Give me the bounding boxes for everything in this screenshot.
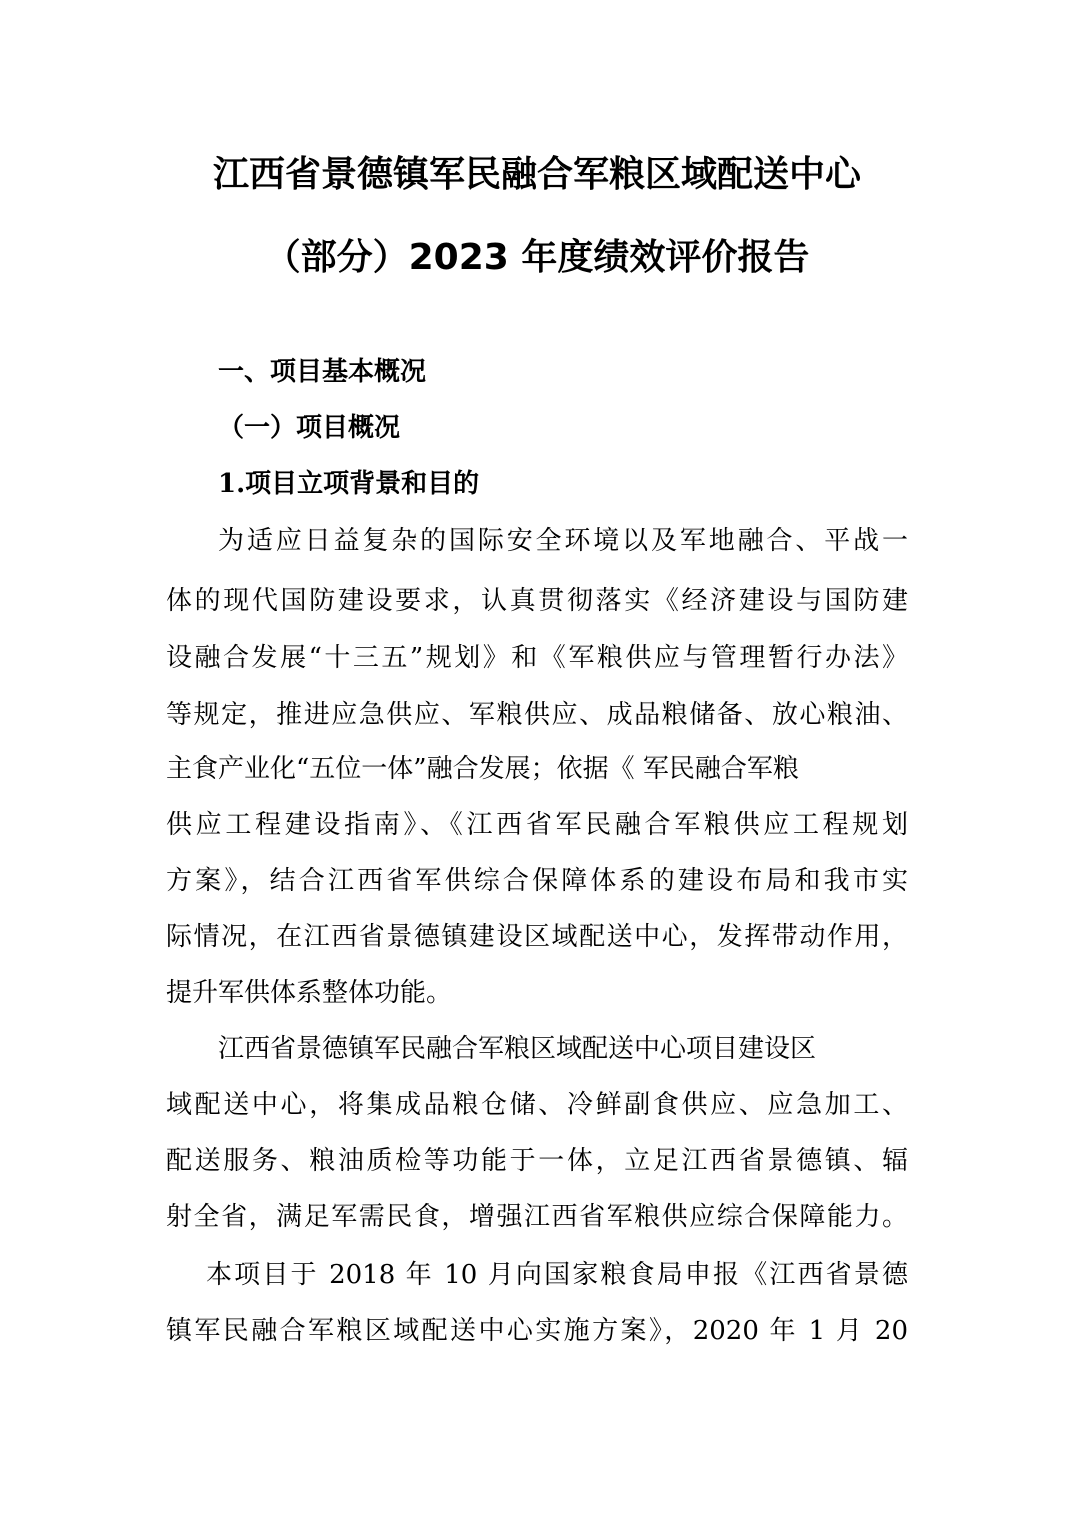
paragraph-1-line: 供应工程建设指南》、《江西省军民融合军粮供应工程规划 <box>166 810 908 840</box>
paragraph-1-line: 方案》，结合江西省军供综合保障体系的建设布局和我市实 <box>166 866 908 896</box>
paragraph-2-line: 射全省，满足军需民食，增强江西省军粮供应综合保障能力。 <box>166 1202 908 1232</box>
subsection-heading-1: （一）项目概况 <box>218 413 401 443</box>
paragraph-1-line: 为适应日益复杂的国际安全环境以及军地融合、平战一 <box>218 526 908 556</box>
paragraph-3-line: 镇军民融合军粮区域配送中心实施方案》，2020 年 1 月 20 <box>166 1316 908 1346</box>
paragraph-2-line: 配送服务、粮油质检等功能于一体，立足江西省景德镇、辐 <box>166 1146 908 1176</box>
paragraph-1-line: 际情况，在江西省景德镇建设区域配送中心，发挥带动作用， <box>166 922 908 952</box>
item-heading-1: 1.项目立项背景和目的 <box>218 469 480 499</box>
paragraph-3-line: 本项目于 2018 年 10 月向国家粮食局申报《江西省景德 <box>206 1260 908 1290</box>
paragraph-1-line: 设融合发展“十三五”规划》和《军粮供应与管理暂行办法》 <box>166 643 908 673</box>
paragraph-2-line: 江西省景德镇军民融合军粮区域配送中心项目建设区 <box>218 1034 817 1064</box>
paragraph-1-line: 等规定，推进应急供应、军粮供应、成品粮储备、放心粮油、 <box>166 700 908 730</box>
paragraph-1-line: 提升军供体系整体功能。 <box>166 978 453 1008</box>
paragraph-1-line: 体的现代国防建设要求，认真贯彻落实《经济建设与国防建 <box>166 586 908 616</box>
paragraph-2-line: 域配送中心，将集成品粮仓储、冷鲜副食供应、应急加工、 <box>166 1090 908 1120</box>
document-title-line-2: （部分）2023 年度绩效评价报告 <box>264 237 810 278</box>
section-heading-1: 一、项目基本概况 <box>218 357 427 387</box>
paragraph-1-line: 主食产业化“五位一体”融合发展；依据《 军民融合军粮 <box>166 754 799 784</box>
document-title-line-1: 江西省景德镇军民融合军粮区域配送中心 <box>212 154 861 195</box>
